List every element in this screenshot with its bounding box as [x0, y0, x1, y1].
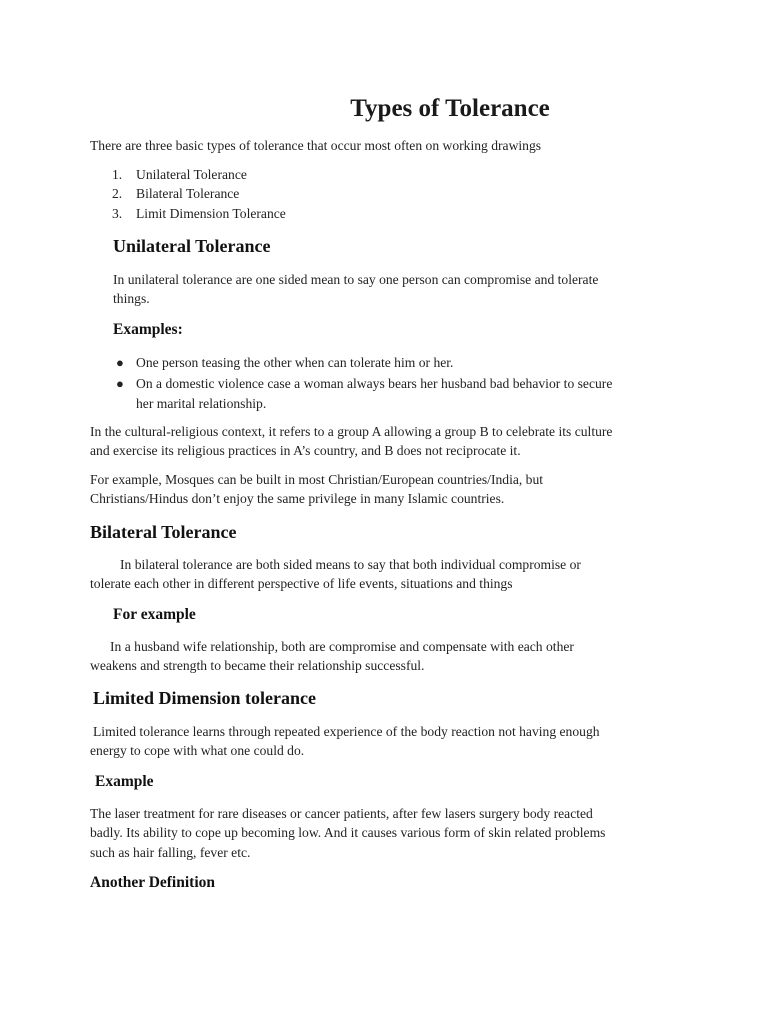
bilateral-heading: Bilateral Tolerance [90, 522, 237, 542]
example-line1: For example, Mosques can be built in most Christian/European countries/India, but [90, 472, 544, 487]
unilateral-description-line1: In unilateral tolerance are one sided mean to say one person can compromise and tolerate [113, 272, 599, 287]
context-line1: In the cultural-religious context, it refers to a group A allowing a group B to celebrate its culture [90, 424, 613, 439]
unilateral-description-line2: things. [113, 291, 150, 306]
unilateral-examples-heading: Examples: [113, 321, 183, 338]
bullet-icon: ● [116, 355, 124, 370]
list-item: 2. Bilateral Tolerance [112, 186, 240, 202]
bilateral-description-line2: tolerate each other in different perspective of life events, situations and things [90, 576, 513, 591]
another-definition-heading: Another Definition [90, 874, 216, 891]
context-line2: and exercise its religious practices in A’s country, and B does not reciprocate it. [90, 443, 521, 458]
limited-example-line1: The laser treatment for rare diseases or cancer patients, after few lasers surgery body reacted [90, 806, 593, 821]
example-line2: Christians/Hindus don’t enjoy the same privilege in many Islamic countries. [90, 491, 505, 506]
bilateral-description-line1: In bilateral tolerance are both sided means to say that both individual compromise or [120, 557, 581, 572]
unilateral-examples-list [116, 353, 613, 413]
limited-description-line2: energy to cope with what one could do. [90, 743, 305, 758]
list-item: 1. Unilateral Tolerance [112, 167, 247, 182]
intro-paragraph: There are three basic types of tolerance that occur most often on working drawings [90, 138, 542, 153]
limited-description-line1: Limited tolerance learns through repeated experience of the body reaction not having enough [93, 724, 600, 739]
list-item: ● On a domestic violence case a woman always bears her husband bad behavior to secure her marital relationship. [116, 376, 613, 411]
limited-example-line2: badly. Its ability to cope up becoming low. And it causes various form of skin related problems [90, 825, 606, 840]
limited-heading: Limited Dimension tolerance [93, 688, 316, 708]
limited-example-heading: Example [95, 773, 154, 790]
bilateral-example-line1: In a husband wife relationship, both are compromise and compensate with each other [110, 639, 574, 654]
bilateral-example-line2: weakens and strength to became their relationship successful. [90, 658, 425, 673]
page-title: Types of Tolerance [350, 95, 550, 122]
bilateral-example-heading: For example [113, 606, 196, 623]
types-list [112, 165, 286, 223]
bullet-icon: ● [116, 376, 124, 392]
unilateral-heading: Unilateral Tolerance [113, 236, 271, 256]
list-item: ● One person teasing the other when can tolerate him or her. [136, 353, 612, 372]
list-item: 3. Limit Dimension Tolerance [112, 205, 286, 221]
limited-example-line3: such as hair falling, fever etc. [90, 845, 251, 860]
